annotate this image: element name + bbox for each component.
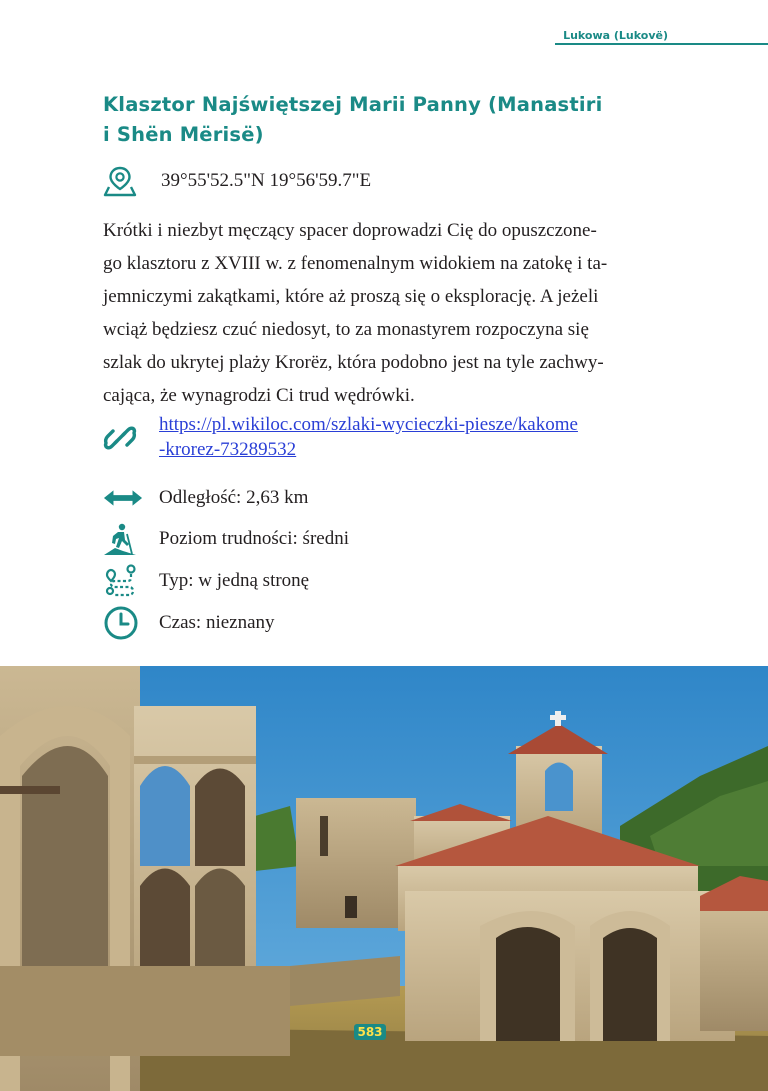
coordinates-row — [103, 163, 371, 199]
route-type-text: Typ: w jedną stronę — [159, 570, 310, 591]
link-line-2[interactable]: -krorez-73289532 — [159, 439, 297, 460]
body-line: szlak do ukrytej plaży Krorëz, która podobno jest na tyle zachwy- — [103, 352, 604, 373]
page-number: 583 — [354, 1024, 386, 1040]
body-line: go klasztoru z XVIII w. z fenomenalnym widokiem na zatokę i ta- — [103, 253, 608, 274]
header-rule — [555, 43, 768, 45]
difficulty-row — [103, 521, 349, 557]
link-line-1[interactable]: https://pl.wikiloc.com/szlaki-wycieczki-piesze/kakome — [159, 414, 578, 435]
hiker-icon — [103, 521, 143, 557]
distance-text: Odległość: 2,63 km — [159, 487, 309, 508]
title-line-2: i Shën Mërisë) — [103, 123, 264, 146]
difficulty-text: Poziom trudności: średni — [159, 528, 349, 549]
body-line: Krótki i niezbyt męczący spacer doprowadzi Cię do opuszczone- — [103, 220, 597, 241]
clock-icon — [103, 605, 143, 641]
coordinates-text: 39°55'52.5"N 19°56'59.7"E — [161, 170, 372, 191]
title-line-1: Klasztor Najświętszej Marii Panny (Manastiri — [103, 93, 603, 116]
route-type-row — [103, 563, 309, 599]
time-row — [103, 605, 275, 641]
location-pin-icon — [103, 163, 143, 199]
wikiloc-link[interactable] — [143, 412, 659, 462]
link-chain-icon — [103, 420, 143, 456]
route-icon — [103, 563, 143, 599]
description-paragraph — [103, 214, 669, 412]
section-header: Lukowa (Lukovë) — [563, 29, 668, 42]
body-line: wciąż będziesz czuć niedosyt, to za monastyrem rozpoczyna się — [103, 319, 589, 340]
trail-link-row — [103, 412, 659, 462]
time-text: Czas: nieznany — [159, 612, 275, 633]
body-line: jemniczymi zakątkami, które aż proszą się o eksplorację. A jeżeli — [103, 286, 599, 307]
distance-row — [103, 480, 308, 516]
double-arrow-icon — [103, 480, 143, 516]
page-title — [103, 90, 663, 150]
body-line: cająca, że wynagrodzi Ci trud wędrówki. — [103, 385, 415, 406]
